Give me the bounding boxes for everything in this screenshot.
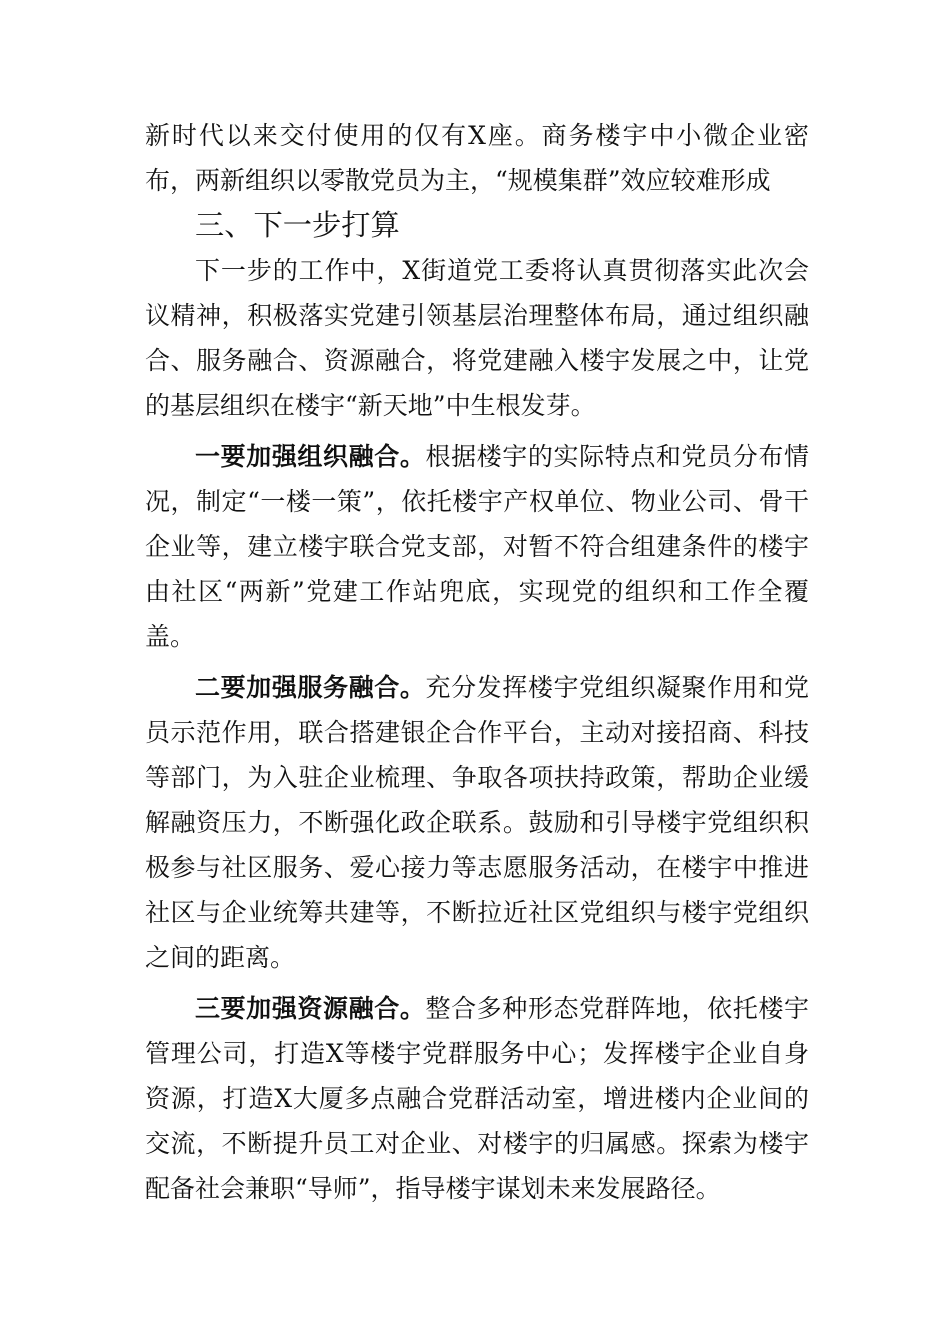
document-body <box>145 113 809 1211</box>
item-lead-3: 三要加强资源融合。 <box>195 994 426 1023</box>
section-heading: 三、下一步打算 <box>195 208 400 242</box>
item-paragraph-2 <box>145 665 809 980</box>
item-text-3: 整合多种形态党群阵地，依托楼宇管理公司，打造X等楼宇党群服务中心；发挥楼宇企业自身资源，打造X大厦多点融合党群活动室，增进楼内企业间的交流，不断提升员工对企业、对楼宇的归属感。探索为楼宇配备社会兼职“导师”，指导楼宇谋划未来发展路径。 <box>145 994 809 1203</box>
item-lead-1: 一要加强组织融合。 <box>195 442 426 471</box>
intro-paragraph: 下一步的工作中，X街道党工委将认真贯彻落实此次会议精神，积极落实党建引领基层治理整体布局，通过组织融合、服务融合、资源融合，将党建融入楼宇发展之中，让党的基层组织在楼宇“新天地”中生根发芽。 <box>145 256 809 420</box>
item-text-1: 根据楼宇的实际特点和党员分布情况，制定“一楼一策”，依托楼宇产权单位、物业公司、骨干企业等，建立楼宇联合党支部，对暂不符合组建条件的楼宇由社区“两新”党建工作站兜底，实现党的组织和工作全覆盖。 <box>145 442 809 651</box>
item-paragraph-1 <box>145 434 809 659</box>
item-text-2: 充分发挥楼宇党组织凝聚作用和党员示范作用，联合搭建银企合作平台，主动对接招商、科技等部门，为入驻企业梳理、争取各项扶持政策，帮助企业缓解融资压力，不断强化政企联系。鼓励和引导楼宇党组织积极参与社区服务、爱心接力等志愿服务活动，在楼宇中推进社区与企业统筹共建等，不断拉近社区党组织与楼宇党组织之间的距离。 <box>145 673 809 972</box>
item-paragraph-3 <box>145 986 809 1211</box>
item-lead-2: 二要加强服务融合。 <box>195 673 426 702</box>
continuation-paragraph: 新时代以来交付使用的仅有X座。商务楼宇中小微企业密布，两新组织以零散党员为主，“规模集群”效应较难形成 <box>145 121 809 195</box>
